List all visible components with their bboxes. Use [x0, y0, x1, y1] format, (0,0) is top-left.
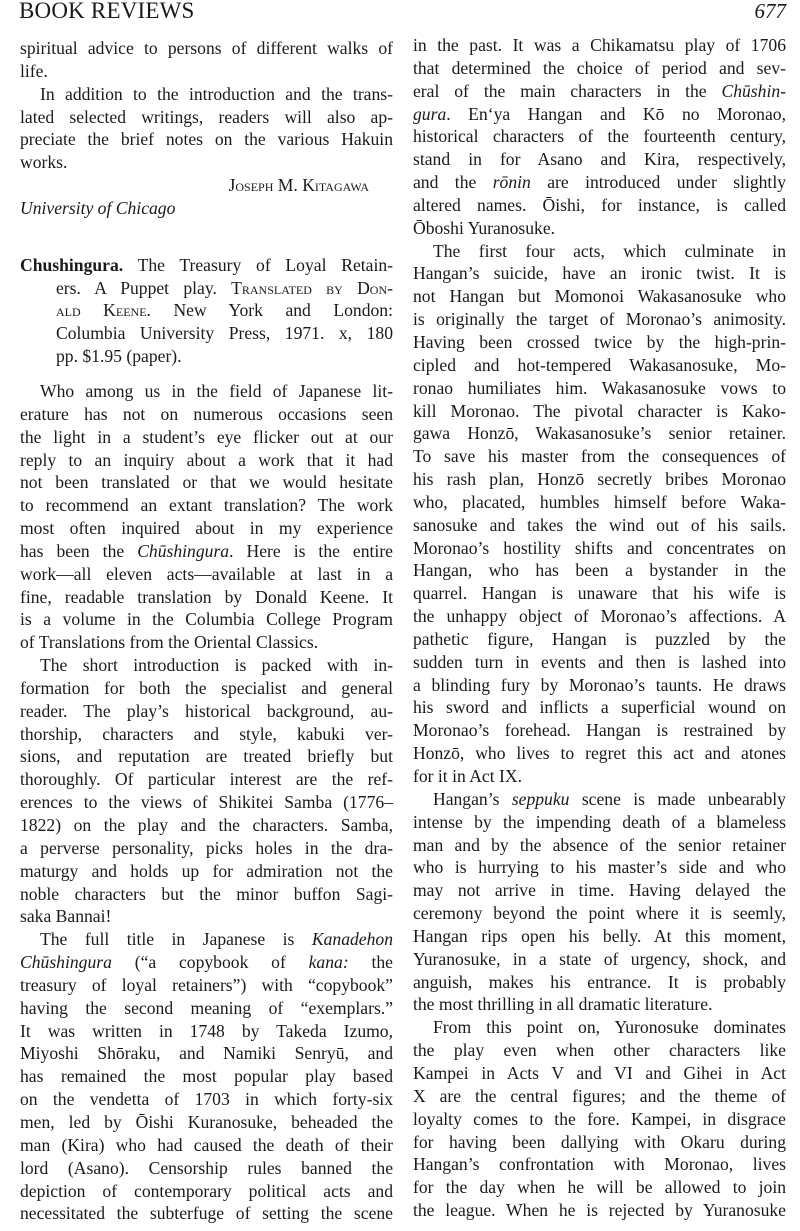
text-line: on the vendetta of 1703 in which forty-six: [20, 1089, 393, 1110]
text-line: In addition to the introduction and the trans-: [40, 83, 393, 104]
text-line: historical characters of the fourteenth century,: [413, 126, 786, 147]
text-line: Honzō, who lives to regret this act and atones: [413, 743, 786, 764]
text-line: From this point on, Yuronosuke dominates: [433, 1017, 786, 1038]
text-line: X are the central figures; and the theme of: [413, 1085, 786, 1106]
text-line: Yuranosuke, in a state of urgency, shock, and: [413, 948, 786, 969]
text-line: not Hangan but Momonoi Wakasanosuke who: [413, 286, 786, 307]
text-line: [413, 103, 786, 126]
text-line: ceremony beyond the point where it is seemly,: [413, 903, 786, 924]
italic-text: Chūshingura: [20, 952, 112, 973]
text-line: is a volume in the Columbia College Program: [20, 609, 393, 630]
text-line: Ōboshi Yuranosuke.: [413, 217, 556, 238]
text-line: [413, 80, 786, 103]
paragraph: [20, 83, 393, 174]
text-line: ronao humiliates him. Wakasanosuke vows to: [413, 377, 786, 398]
italic-text: Chūshingura: [137, 540, 230, 561]
text-line: altered names. Ōishi, for instance, is called: [413, 194, 786, 215]
text-line: [413, 788, 786, 811]
text-span: The full title in Japanese is: [40, 929, 312, 950]
left-column: [20, 37, 393, 1225]
text-span: and the: [413, 172, 493, 193]
paragraph: [20, 654, 393, 928]
text-line: for it in Act IX.: [413, 766, 522, 786]
text-line: Hangan’s confrontation with Moronao, lives: [413, 1154, 786, 1175]
text-line: for the day when he will be allowed to join: [413, 1177, 786, 1198]
text-line: It was written in 1748 by Takeda Izumo,: [20, 1020, 393, 1041]
text-line: Having been crossed twice by the high-prin-: [413, 331, 786, 352]
text-line: has remained the most popular play based: [20, 1066, 393, 1087]
text-line: stand in for Asano and Kira, respectively,: [413, 149, 786, 170]
text-line: loyalty comes to the fore. Kampei, in disgrace: [413, 1108, 786, 1129]
text-line: the league. When he is rejected by Yuranosuke: [413, 1200, 786, 1221]
text-span: New York and London:: [150, 300, 393, 321]
text-line: Moronao’s hostility shifts and concentrates on: [413, 537, 786, 558]
text-span: ers. A Puppet play.: [56, 277, 232, 298]
small-caps-text: ald Keene.: [56, 300, 151, 321]
text-line: The short introduction is packed with in-: [40, 655, 393, 676]
small-caps-text: Joseph M. Kitagawa: [228, 175, 369, 196]
text-line: who is hurrying to his master’s side and who: [413, 857, 786, 878]
text-line: necessitated the subterfuge of setting the scene: [20, 1203, 393, 1224]
text-line: [20, 951, 393, 974]
text-line: is originally the target of Moronao’s animosity.: [413, 309, 786, 330]
text-line: 1822) on the play and the characters. Samba,: [20, 815, 393, 835]
text-line: spiritual advice to persons of different walks of: [20, 38, 393, 58]
signature: [20, 174, 393, 197]
italic-text: Kanadehon: [311, 929, 393, 950]
text-line: fine, readable translation by Donald Keene. It: [20, 586, 393, 607]
text-line: sions, and reputation are treated briefly but: [20, 746, 393, 767]
text-line: [20, 928, 393, 951]
text-line: man and by the absence of the senior retainer: [413, 834, 786, 855]
text-line: quarrel. Hangan is unaware that his wife is: [413, 583, 786, 604]
text-line: reply to an inquiry about a work that it had: [20, 449, 393, 470]
text-line: [413, 171, 786, 194]
paragraph: [20, 380, 393, 654]
text-line: Hangan’s suicide, have an ironic twist. It is: [413, 263, 786, 284]
text-line: lord (Asano). Censorship rules banned the: [20, 1157, 393, 1178]
paragraph: [413, 240, 786, 788]
text-line: a blinding fury by Moronao’s taunts. He draws: [413, 674, 786, 695]
text-span: scene is made unbearably: [569, 788, 786, 809]
text-span: eral of the main characters in the: [413, 80, 722, 101]
text-line: saka Bannai!: [20, 906, 112, 927]
text-line: gawa Honzō, Wakasanosuke’s senior retainer.: [413, 423, 786, 444]
text-span: (“a copybook of: [111, 952, 309, 973]
text-line: the most thrilling in all dramatic literature.: [413, 994, 713, 1015]
affiliation: [20, 197, 393, 220]
text-line: most often inquired about in my experience: [20, 518, 393, 539]
text-line: his sword and inflicts a superficial wound on: [413, 697, 786, 718]
text-line: pp. $1.95 (paper).: [56, 346, 182, 367]
text-line: maturgy and holds up for admiration not the: [20, 860, 393, 881]
text-line: of Translations from the Oriental Classics.: [20, 632, 319, 653]
text-line: Hangan rips open his belly. At this moment,: [413, 925, 786, 946]
text-line: erences to the views of Shikitei Samba (1776–: [20, 792, 393, 813]
text-line: a perverse personality, picks holes in the dra-: [20, 837, 393, 858]
bold-title: Chushingura.: [20, 254, 124, 275]
text-line: Miyoshi Shōraku, and Namiki Senryū, and: [20, 1043, 393, 1064]
text-line: in the past. It was a Chikamatsu play of 1706: [413, 35, 786, 55]
text-line: lated selected writings, readers will also ap-: [20, 106, 393, 127]
text-line: erature has not on numerous occasions seen: [20, 403, 393, 424]
right-column: [413, 34, 786, 1222]
text-line: [20, 277, 393, 300]
text-line: thorship, characters and style, kabuki ver-: [20, 723, 393, 744]
text-line: Kampei in Acts V and VI and Gihei in Act: [413, 1062, 786, 1083]
citation: [20, 254, 393, 368]
italic-text: gura: [413, 103, 447, 124]
text-span: the: [348, 952, 393, 973]
text-line: [20, 540, 393, 563]
italic-text: rōnin: [492, 172, 531, 193]
text-line: Who among us in the field of Japanese lit-: [40, 380, 393, 401]
text-line: not been translated or that we would hesitate: [20, 472, 393, 493]
text-line: pathetic figure, Hangan is puzzled by the: [413, 628, 786, 649]
text-line: to recommend an extant translation? The work: [20, 495, 393, 516]
text-line: for having been dallying with Okaru during: [413, 1131, 786, 1152]
text-span: are introduced under slightly: [530, 172, 786, 193]
italic-text: Chūshin-: [721, 80, 786, 101]
text-line: work—all eleven acts—available at last in a: [20, 563, 393, 584]
text-line: man (Kira) who had caused the death of their: [20, 1134, 393, 1155]
text-line: preciate the brief notes on the various Hakuin: [20, 129, 393, 150]
text-line: works.: [20, 152, 68, 173]
text-line: treasury of loyal retainers”) with “copybook”: [20, 974, 393, 995]
paragraph: [413, 1016, 786, 1222]
running-head: BOOK REVIEWS: [19, 0, 195, 23]
italic-text: kana:: [308, 952, 349, 973]
text-line: having the second meaning of “exemplars.”: [20, 997, 393, 1018]
text-span: The Treasury of Loyal Retain-: [123, 254, 393, 275]
text-line: the play even when other characters like: [413, 1040, 786, 1061]
paragraph: [413, 788, 786, 1016]
text-line: his rash plan, Honzō secretly bribes Moronao: [413, 469, 786, 490]
paragraph: [20, 928, 393, 1225]
text-line: may not arrive in time. Having delayed the: [413, 880, 786, 901]
text-span: . Here is the entire: [229, 540, 393, 561]
text-span: . En‘ya Hangan and Kō no Moronao,: [446, 103, 786, 124]
text-line: cipled and hot-tempered Wakasanosuke, Mo-: [413, 354, 786, 375]
text-line: life.: [20, 60, 48, 81]
text-line: Columbia University Press, 1971. x, 180: [56, 323, 393, 344]
text-span: has been the: [20, 540, 138, 561]
text-line: reader. The play’s historical background, au-: [20, 700, 393, 721]
small-caps-text: Translated by Don-: [231, 277, 393, 298]
text-line: The first four acts, which culminate in: [433, 240, 786, 261]
text-line: the light in a student’s eye flicker out at our: [20, 426, 393, 447]
text-line: formation for both the specialist and general: [20, 677, 393, 698]
paragraph: [20, 37, 393, 83]
text-line: men, led by Ōishi Kuranosuke, beheaded the: [20, 1111, 393, 1132]
text-line: noble characters but the minor buffon Sagi-: [20, 883, 393, 904]
text-line: University of Chicago: [20, 197, 176, 218]
text-line: the unhappy object of Moronao’s affections. A: [413, 606, 786, 627]
paragraph: [413, 34, 786, 240]
text-line: who, placated, humbles himself before Waka-: [413, 491, 786, 512]
italic-text: seppuku: [511, 788, 570, 809]
text-line: kill Moronao. The pivotal character is Kako-: [413, 400, 786, 421]
text-line: depiction of contemporary political acts and: [20, 1180, 393, 1201]
text-line: To save his master from the consequences of: [413, 446, 786, 467]
text-span: Hangan’s: [433, 788, 512, 809]
text-line: [20, 174, 393, 197]
page-number: 677: [754, 0, 786, 23]
text-line: [20, 254, 393, 277]
text-line: sanosuke and takes the wind out of his sails.: [413, 514, 786, 535]
text-line: anguish, makes his entrance. It is probably: [413, 971, 786, 992]
text-line: intense by the impending death of a blameless: [413, 811, 786, 832]
text-line: thoroughly. Of particular interest are the ref-: [20, 769, 393, 790]
text-line: sudden turn in events and then is lashed into: [413, 651, 786, 672]
text-line: [20, 299, 393, 322]
text-line: Moronao’s forehead. Hangan is restrained by: [413, 720, 786, 741]
text-line: Hangan, who has been a bystander in the: [413, 560, 786, 581]
text-line: that determined the choice of period and sev-: [413, 57, 786, 78]
